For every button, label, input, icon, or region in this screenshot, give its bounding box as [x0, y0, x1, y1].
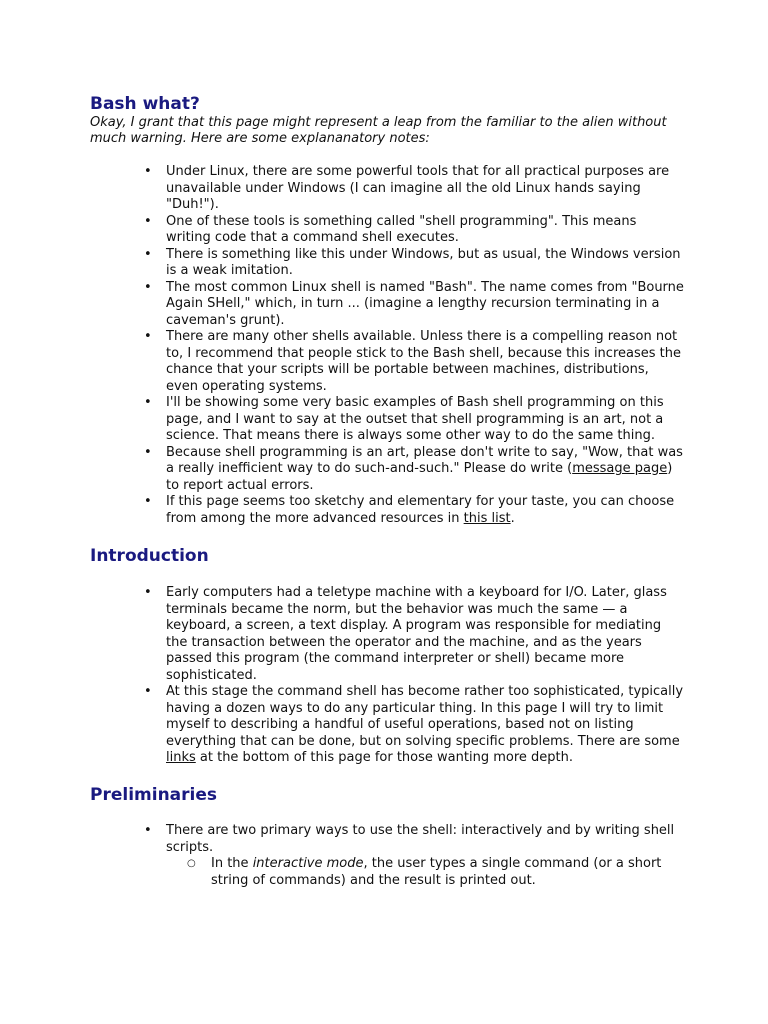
list-item [0, 445, 684, 495]
item-text: There are two primary ways to use the shell: interactively and by writing shell scripts. [166, 823, 675, 855]
interactive-mode-term: interactive mode [252, 856, 364, 871]
heading-bash-what: Bash what? [90, 94, 200, 114]
sub-list-item [166, 856, 681, 889]
list-item: • I'll be showing some very basic examples of Bash shell programming on this page, and I want to say at the outset that shell programming is an art, not a science. That means there is always some other way to do the same thing. [0, 395, 684, 445]
item-text: at the bottom of this page for those wanting more depth. [195, 750, 573, 765]
list-item: • There is something like this under Windows, but as usual, the Windows version is a weak imitation. [0, 247, 684, 280]
list-item [0, 823, 684, 889]
heading-introduction: Introduction [90, 546, 209, 566]
list-item: • One of these tools is something called "shell programming". This means writing code that a command shell executes. [0, 214, 684, 247]
this-list-link[interactable]: this list [463, 510, 511, 526]
item-text: . [510, 510, 515, 526]
preliminaries-list [0, 823, 768, 889]
links-link[interactable]: links [166, 750, 196, 765]
item-text: ) to report actual errors. [166, 461, 673, 493]
list-item [0, 684, 684, 767]
message-page-link[interactable]: message page [572, 461, 668, 476]
introduction-list [0, 585, 768, 767]
heading-preliminaries: Preliminaries [90, 785, 218, 805]
list-item [0, 494, 684, 527]
list-item: • The most common Linux shell is named "Bash". The name comes from "Bourne Again SHell," which, in turn ... (imagine a lengthy recursion terminating in a caveman's grunt). [0, 280, 684, 330]
sub-list [166, 856, 684, 889]
bash-what-list [0, 164, 768, 527]
intro-note: Okay, I grant that this page might represent a leap from the familiar to the alien without much warning. Here are some explananatory notes: [90, 115, 667, 146]
list-item: • There are many other shells available. Unless there is a compelling reason not to, I recommend that people stick to the Bash shell, because this increases the chance that your scripts will be portable between machines, distributions, even operating systems. [0, 329, 684, 395]
item-text: Because shell programming is an art, please don't write to say, "Wow, that was a really inefficient way to do such-and-such." Please do write ( [166, 444, 683, 476]
list-item: • Under Linux, there are some powerful tools that for all practical purposes are unavailable under Windows (I can imagine all the old Linux hands saying "Duh!"). [0, 164, 684, 214]
list-item: • Early computers had a teletype machine with a keyboard for I/O. Later, glass terminals became the norm, but the behavior was much the same — a keyboard, a screen, a text display. A program was responsible for mediating the transaction between the operator and the machine, and as the years passed this program (the command interpreter or shell) became more sophisticated. [0, 585, 684, 684]
item-text: At this stage the command shell has become rather too sophisticated, typically having a dozen ways to do any particular thing. In this page I will try to limit myself to describing a handful of useful operations, based not on listing everything that can be done, but on solving specific problems. There are some [166, 684, 684, 749]
item-text: In the [211, 856, 253, 871]
item-text: If this page seems too sketchy and elementary for your taste, you can choose from among the more advanced resources in [166, 494, 675, 526]
item-text: , the user types a single command (or a short string of commands) and the result is printed out. [211, 856, 662, 888]
